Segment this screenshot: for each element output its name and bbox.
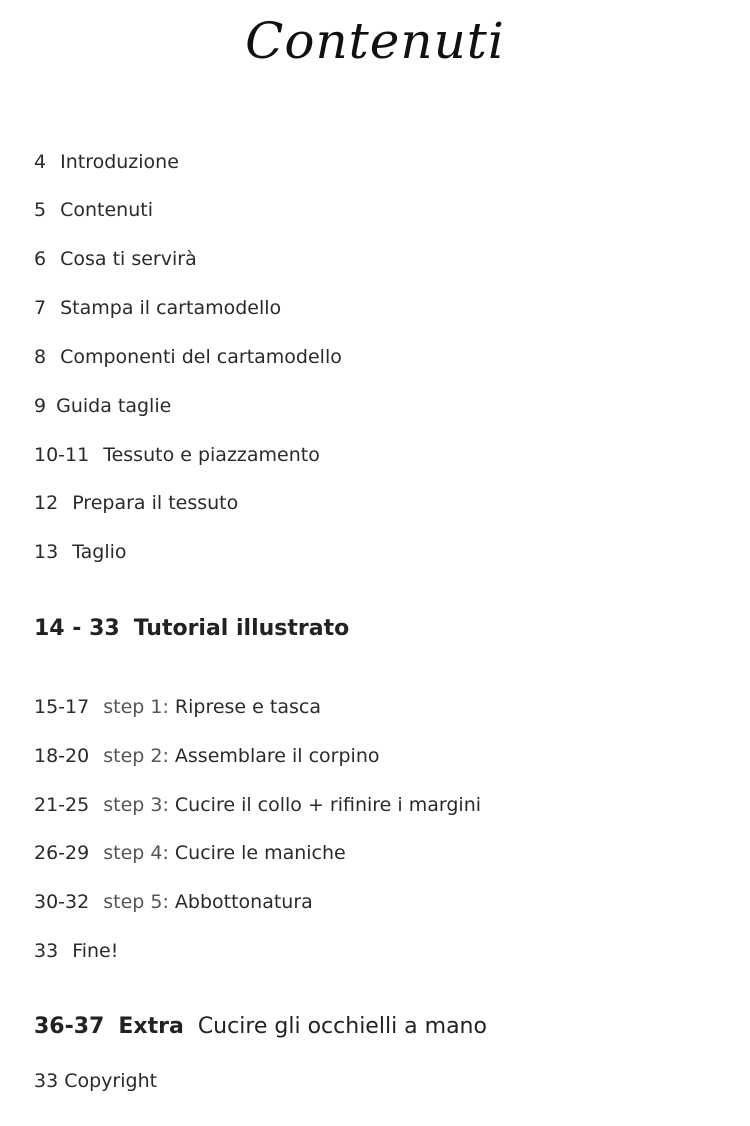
toc-page-number: 4 xyxy=(34,151,47,173)
toc-label: Cosa ti servirà xyxy=(60,248,197,270)
step-label: Assemblare il corpino xyxy=(174,745,380,767)
toc-item xyxy=(34,247,197,271)
step-item xyxy=(34,744,380,768)
toc-item xyxy=(34,540,127,564)
toc-item xyxy=(34,150,179,174)
fine-label: Fine! xyxy=(72,940,119,962)
toc-item xyxy=(34,394,171,418)
step-label: Riprese e tasca xyxy=(174,696,321,718)
step-page-number: 21-25 xyxy=(34,794,90,816)
toc-item xyxy=(34,491,238,515)
copyright-item xyxy=(34,1069,157,1093)
toc-label: Introduzione xyxy=(60,151,179,173)
toc-label: Prepara il tessuto xyxy=(72,492,239,514)
extra-tag: Extra xyxy=(118,1014,184,1039)
tutorial-pages: 14 - 33 xyxy=(34,616,120,641)
step-number: step 4: xyxy=(103,842,169,864)
step-number: step 3: xyxy=(103,794,169,816)
copyright-page-number: 33 xyxy=(34,1070,59,1092)
step-page-number: 26-29 xyxy=(34,842,90,864)
fine-page-number: 33 xyxy=(34,940,59,962)
toc-page-number: 13 xyxy=(34,541,59,563)
fine-item xyxy=(34,939,118,963)
step-item xyxy=(34,890,313,914)
copyright-label: Copyright xyxy=(64,1070,158,1092)
step-label: Cucire le maniche xyxy=(174,842,346,864)
toc-page-number: 5 xyxy=(34,199,47,221)
toc-label: Stampa il cartamodello xyxy=(60,297,282,319)
toc-label: Componenti del cartamodello xyxy=(60,346,342,368)
tutorial-label: Tutorial illustrato xyxy=(133,616,350,641)
toc-label: Tessuto e piazzamento xyxy=(103,444,320,466)
step-item xyxy=(34,841,346,865)
page-title: Contenuti xyxy=(245,12,505,70)
toc-label: Guida taglie xyxy=(56,395,172,417)
step-page-number: 30-32 xyxy=(34,891,90,913)
step-number: step 2: xyxy=(103,745,169,767)
step-label: Abbottonatura xyxy=(174,891,313,913)
step-page-number: 18-20 xyxy=(34,745,90,767)
step-item xyxy=(34,695,321,719)
toc-page-number: 9 xyxy=(34,395,47,417)
extra-label: Cucire gli occhielli a mano xyxy=(197,1014,487,1039)
toc-page-number: 8 xyxy=(34,346,47,368)
tutorial-heading xyxy=(34,615,349,643)
toc-item xyxy=(34,198,153,222)
toc-page-number: 12 xyxy=(34,492,59,514)
toc-page-number: 6 xyxy=(34,248,47,270)
step-number: step 1: xyxy=(103,696,169,718)
toc-item xyxy=(34,443,320,467)
toc-item xyxy=(34,345,342,369)
extra-pages: 36-37 xyxy=(34,1014,105,1039)
toc-label: Taglio xyxy=(72,541,127,563)
step-item xyxy=(34,793,481,817)
toc-page-number: 10-11 xyxy=(34,444,90,466)
step-label: Cucire il collo + rifinire i margini xyxy=(174,794,482,816)
toc-label: Contenuti xyxy=(60,199,153,221)
toc-page-number: 7 xyxy=(34,297,47,319)
extra-heading xyxy=(34,1013,487,1041)
toc-item xyxy=(34,296,281,320)
step-number: step 5: xyxy=(103,891,169,913)
step-page-number: 15-17 xyxy=(34,696,90,718)
